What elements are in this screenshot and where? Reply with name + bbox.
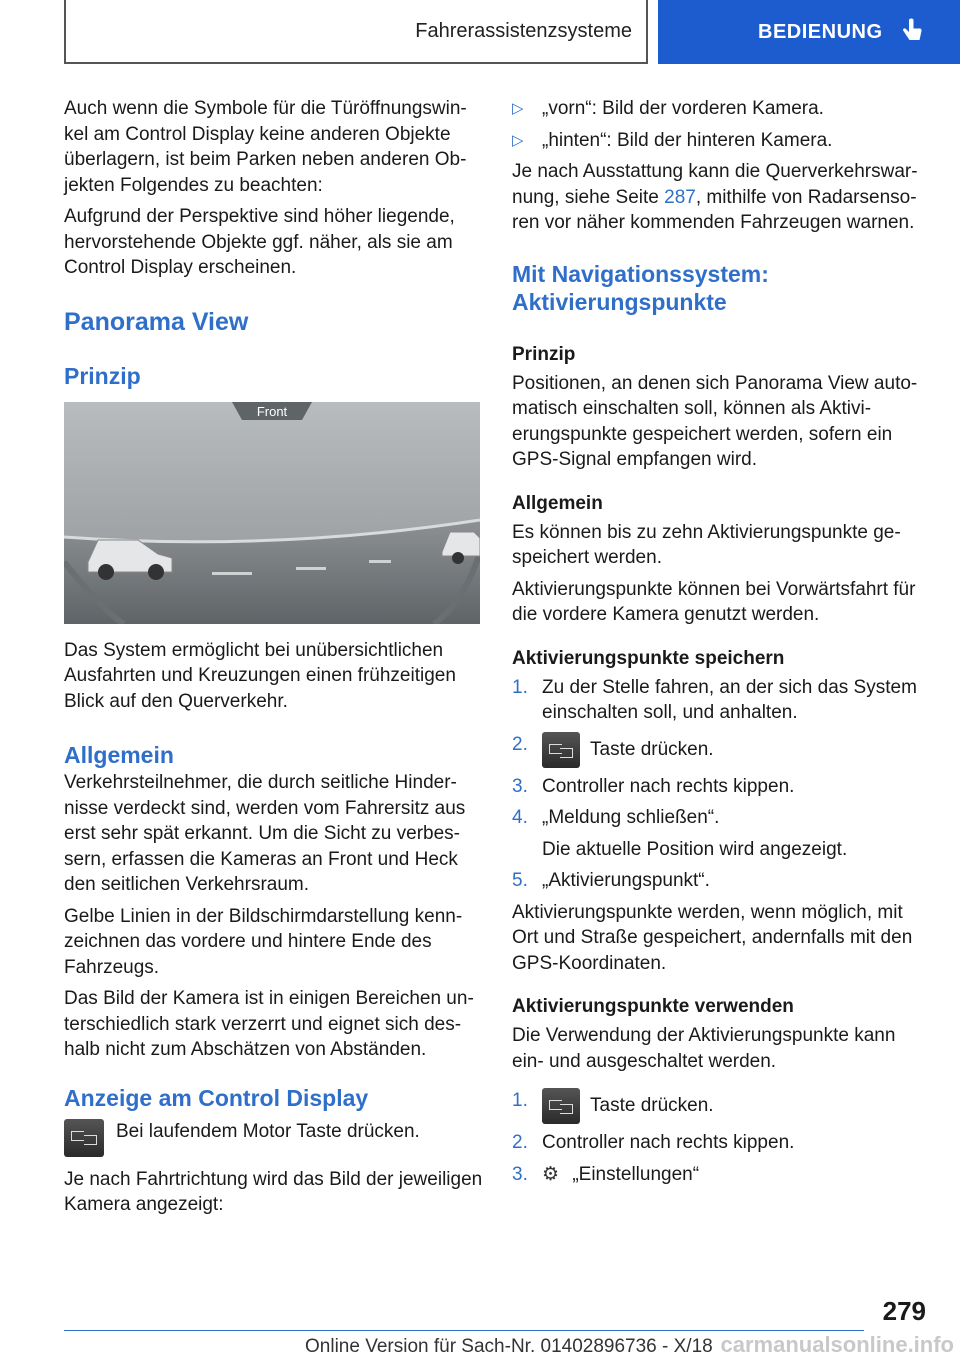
footer-text: Online Version für Sach-Nr. 01402896736 - X/18 — [305, 1336, 713, 1357]
bullet-text: „vorn“: Bild der vorderen Kamera. — [542, 98, 824, 119]
camera-button-icon — [542, 732, 580, 768]
heading-prinzip: Prinzip — [64, 362, 141, 389]
triangle-bullet-icon: ▷ — [512, 131, 524, 149]
step-text — [542, 837, 924, 863]
step-number: 1. — [512, 1090, 528, 1111]
left-column — [64, 96, 484, 1224]
header-section-title: Fahrerassistenzsysteme — [415, 19, 632, 42]
list-item — [512, 837, 924, 863]
page-number: 279 — [882, 1296, 926, 1326]
list-item — [512, 1130, 924, 1156]
prinzip-right-paragraph: Positionen, an denen sich Panorama View automatisch einschalten soll, können als Aktivierungspunkte gespeichert werden, sofern ein GPS-Signal empfangen wird. — [512, 372, 918, 470]
step-label: Zu der Stelle fahren, an der sich das System einschalten soll, und anhalten. — [542, 676, 917, 723]
heading-speichern: Aktivierungspunkte speichern — [512, 647, 785, 669]
intro-paragraph-1: Auch wenn die Symbole für die Türöffnungswinkel am Control Display keine anderen Objekte überlagern, ist beim Parken neben anderen Objekten Folgendes zu beachten: — [64, 98, 467, 196]
list-item — [512, 675, 924, 726]
step-text — [542, 675, 924, 726]
step-number: 2. — [512, 733, 528, 755]
step-label: Controller nach rechts kippen. — [542, 775, 795, 797]
image-label-front: Front — [256, 403, 288, 419]
heading-allgemein-right: Allgemein — [512, 492, 603, 514]
speichern-paragraph: Aktivierungspunkte werden, wenn möglich, mit Ort und Straße gespeichert, andernfalls mit den GPS-Koordinaten. — [512, 901, 913, 974]
querverkehr-text-after: , mithilfe von Radarsensoren vor näher kommenden Fahrzeugen warnen. — [512, 186, 917, 233]
verwenden-paragraph: Die Verwendung der Aktivierungspunkte kann ein- und ausgeschaltet werden. — [512, 1025, 896, 1072]
step-number: 4. — [512, 807, 528, 828]
camera-view-illustration — [64, 402, 480, 624]
heading-prinzip-right: Prinzip — [512, 343, 576, 365]
step-text — [542, 774, 924, 800]
list-item — [512, 805, 924, 831]
prinzip-paragraph: Das System ermöglicht bei unübersichtlichen Ausfahrten und Kreuzungen einen frühzeitigen Blick auf den Querverkehr. — [64, 639, 456, 712]
anzeige-paragraph-2: Je nach Fahrtrichtung wird das Bild der jeweiligen Kamera angezeigt: — [64, 1168, 483, 1215]
step-label: „Meldung schließen“. — [542, 807, 720, 828]
allgemein-paragraph-1: Verkehrsteilnehmer, die durch seitliche Hindernisse verdeckt sind, werden vom Fahrersitz aus erst sehr spät erkannt. Um die Sicht zu verbessern, erfassen die Kameras an Front und Heck den seitlichen Verkehrsraum. — [64, 772, 466, 895]
step-label: Taste drücken. — [590, 738, 714, 760]
list-item — [512, 128, 924, 154]
step-number: 3. — [512, 1163, 528, 1185]
heading-allgemein: Allgemein — [64, 742, 174, 768]
triangle-bullet-icon: ▷ — [512, 100, 524, 117]
list-item — [512, 96, 924, 122]
header-chapter — [658, 0, 960, 64]
step-number: 3. — [512, 775, 528, 797]
camera-button-icon — [542, 1088, 580, 1124]
step-text — [542, 805, 924, 831]
step-number — [512, 837, 542, 863]
anzeige-paragraph-1: Bei laufendem Motor Taste drücken. — [116, 1120, 420, 1142]
header-section — [64, 0, 648, 64]
list-item — [512, 1088, 924, 1124]
step-text — [542, 1088, 924, 1124]
camera-view-image — [64, 402, 480, 624]
gear-icon: ⚙ — [542, 1163, 565, 1185]
header-chapter-title: BEDIENUNG — [758, 20, 883, 43]
heading-navigation: Mit Navigationssystem: Aktivierungspunkte — [512, 260, 769, 315]
step-label: Die aktuelle Position wird angezeigt. — [542, 838, 848, 860]
intro-paragraph-2: Aufgrund der Perspektive sind höher liegende, hervorstehende Objekte ggf. näher, als sie am Control Display erscheinen. — [64, 206, 455, 278]
verwenden-steps — [512, 1088, 924, 1187]
list-item — [512, 774, 924, 800]
page-link-287[interactable]: 287 — [664, 186, 696, 208]
list-item — [512, 868, 924, 894]
step-text — [542, 1162, 924, 1188]
allgemein-paragraph-2: Gelbe Linien in der Bildschirmdarstellung kennzeichnen das vordere und hintere Ende des Fahrzeugs. — [64, 905, 463, 978]
step-label: Controller nach rechts kippen. — [542, 1132, 795, 1153]
step-number: 2. — [512, 1132, 528, 1153]
right-column — [512, 96, 924, 1193]
heading-anzeige: Anzeige am Control Display — [64, 1084, 369, 1111]
allgemein-paragraph-3: Das Bild der Kamera ist in einigen Bereichen unterschiedlich stark verzerrt und eignet sich deshalb nicht zum Abschätzen von Abständen. — [64, 988, 474, 1060]
step-number: 5. — [512, 870, 528, 891]
step-text — [542, 868, 924, 894]
heading-panorama-view: Panorama View — [64, 307, 249, 336]
step-label: Taste drücken. — [590, 1095, 714, 1117]
camera-button-icon — [64, 1119, 104, 1157]
list-item — [512, 732, 924, 768]
step-label: „Einstellungen“ — [572, 1163, 700, 1185]
querverkehr-paragraph — [512, 159, 924, 236]
bullet-text: „hinten“: Bild der hinteren Kamera. — [542, 129, 833, 151]
watermark: carmanualsonline.info — [720, 1332, 954, 1357]
speichern-steps — [512, 675, 924, 894]
anzeige-instruction — [64, 1119, 484, 1157]
querverkehr-text-before: Je nach Ausstattung kann die Querverkehrswarnung, siehe Seite — [512, 161, 918, 208]
step-text — [542, 732, 924, 768]
step-number: 1. — [512, 676, 528, 698]
hand-pointer-icon — [901, 18, 923, 46]
step-label: „Aktivierungspunkt“. — [542, 870, 710, 891]
footer-divider — [64, 1330, 864, 1331]
allgemein-right-paragraph-1: Es können bis zu zehn Aktivierungspunkte gespeichert werden. — [512, 521, 901, 568]
allgemein-right-paragraph-2: Aktivierungspunkte können bei Vorwärtsfahrt für die vordere Kamera genutzt werden. — [512, 578, 916, 625]
step-text — [542, 1130, 924, 1156]
heading-verwenden: Aktivierungspunkte verwenden — [512, 996, 794, 1017]
list-item — [512, 1162, 924, 1188]
